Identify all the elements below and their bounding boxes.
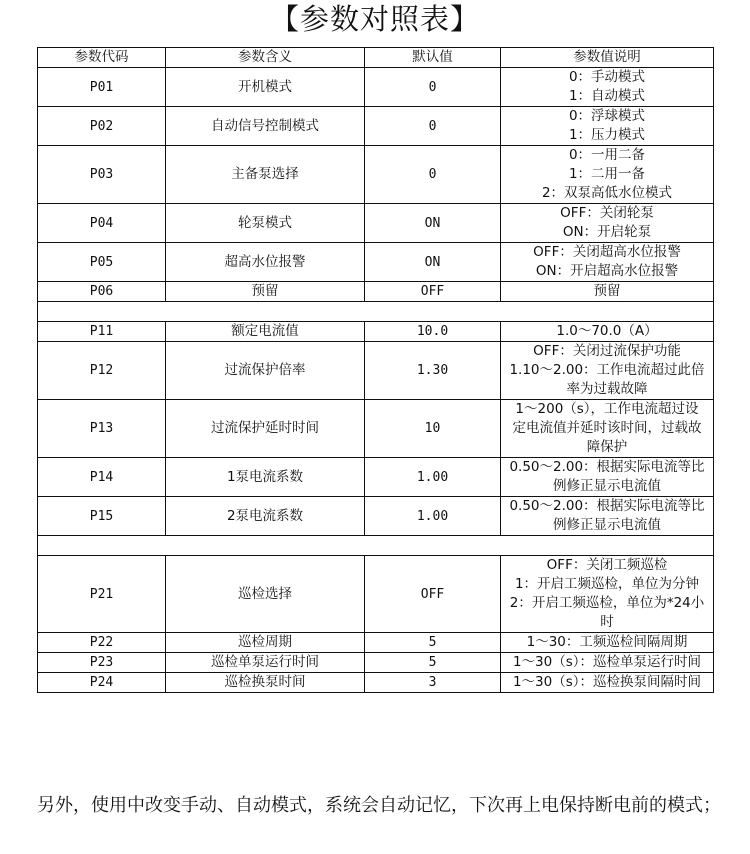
param-meaning-cell: 巡检换泵时间 [166, 673, 365, 693]
param-meaning-cell: 巡检周期 [166, 633, 365, 653]
table-row [38, 400, 714, 458]
param-description-cell: 1～200（s），工作电流超过设 定电流值并延时该时间，过载故 障保护 [501, 400, 714, 458]
param-default-cell: ON [365, 243, 501, 282]
table-header-row [38, 48, 714, 68]
param-default-cell: 0 [365, 146, 501, 204]
param-meaning-cell: 开机模式 [166, 68, 365, 107]
param-meaning-cell: 额定电流值 [166, 322, 365, 342]
param-code-cell: P13 [38, 400, 166, 458]
param-default-cell: 0 [365, 68, 501, 107]
param-default-cell: 10.0 [365, 322, 501, 342]
param-description-cell: 预留 [501, 282, 714, 302]
param-code-cell: P03 [38, 146, 166, 204]
footer-note: 另外，使用中改变手动、自动模式，系统会自动记忆，下次再上电保持断电前的模式； [37, 795, 721, 816]
param-code-cell: P23 [38, 653, 166, 673]
param-default-cell: OFF [365, 282, 501, 302]
table-body [38, 68, 714, 693]
param-code-cell: P01 [38, 68, 166, 107]
param-default-cell: 5 [365, 633, 501, 653]
header-meaning: 参数含义 [166, 48, 365, 68]
param-description-cell: OFF：关闭超高水位报警 ON：开启超高水位报警 [501, 243, 714, 282]
param-description-cell: 1.0～70.0（A） [501, 322, 714, 342]
param-description-cell: 0.50～2.00：根据实际电流等比 例修正显示电流值 [501, 497, 714, 536]
table-row [38, 243, 714, 282]
table-spacer-row [38, 536, 714, 556]
param-description-cell: OFF：关闭工频巡检 1：开启工频巡检，单位为分钟 2：开启工频巡检，单位为*24小 时 [501, 556, 714, 633]
param-default-cell: ON [365, 204, 501, 243]
param-description-cell: 0：一用二备 1：二用一备 2：双泵高低水位模式 [501, 146, 714, 204]
param-code-cell: P04 [38, 204, 166, 243]
param-description-cell: 1～30：工频巡检间隔周期 [501, 633, 714, 653]
spacer-cell [38, 302, 714, 322]
table-spacer-row [38, 302, 714, 322]
param-description-cell: OFF：关闭轮泵 ON：开启轮泵 [501, 204, 714, 243]
param-code-cell: P12 [38, 342, 166, 400]
param-meaning-cell: 主备泵选择 [166, 146, 365, 204]
param-meaning-cell: 1泵电流系数 [166, 458, 365, 497]
param-description-cell: 0：手动模式 1：自动模式 [501, 68, 714, 107]
param-code-cell: P05 [38, 243, 166, 282]
header-description: 参数值说明 [501, 48, 714, 68]
param-meaning-cell: 巡检选择 [166, 556, 365, 633]
param-meaning-cell: 自动信号控制模式 [166, 107, 365, 146]
param-code-cell: P02 [38, 107, 166, 146]
table-row [38, 68, 714, 107]
table-row [38, 556, 714, 633]
param-code-cell: P21 [38, 556, 166, 633]
table-row [38, 322, 714, 342]
param-meaning-cell: 巡检单泵运行时间 [166, 653, 365, 673]
param-meaning-cell: 超高水位报警 [166, 243, 365, 282]
page-title: 【参数对照表】 [269, 2, 480, 36]
table-row [38, 204, 714, 243]
param-code-cell: P11 [38, 322, 166, 342]
param-code-cell: P22 [38, 633, 166, 653]
param-default-cell: 0 [365, 107, 501, 146]
param-description-cell: 1～30（s）：巡检单泵运行时间 [501, 653, 714, 673]
table-row [38, 653, 714, 673]
param-meaning-cell: 2泵电流系数 [166, 497, 365, 536]
param-default-cell: 1.00 [365, 497, 501, 536]
param-code-cell: P15 [38, 497, 166, 536]
param-meaning-cell: 轮泵模式 [166, 204, 365, 243]
header-default: 默认值 [365, 48, 501, 68]
table-row [38, 146, 714, 204]
param-default-cell: 1.30 [365, 342, 501, 400]
table-row [38, 282, 714, 302]
param-code-cell: P14 [38, 458, 166, 497]
param-meaning-cell: 预留 [166, 282, 365, 302]
header-code: 参数代码 [38, 48, 166, 68]
param-description-cell: 0：浮球模式 1：压力模式 [501, 107, 714, 146]
param-code-cell: P06 [38, 282, 166, 302]
table-row [38, 673, 714, 693]
param-default-cell: OFF [365, 556, 501, 633]
param-default-cell: 1.00 [365, 458, 501, 497]
param-meaning-cell: 过流保护延时时间 [166, 400, 365, 458]
table-row [38, 458, 714, 497]
table-row [38, 107, 714, 146]
param-default-cell: 5 [365, 653, 501, 673]
table-row [38, 342, 714, 400]
param-code-cell: P24 [38, 673, 166, 693]
parameter-table [37, 47, 714, 693]
param-default-cell: 10 [365, 400, 501, 458]
spacer-cell [38, 536, 714, 556]
param-default-cell: 3 [365, 673, 501, 693]
table-row [38, 633, 714, 653]
table-row [38, 497, 714, 536]
param-description-cell: 0.50～2.00：根据实际电流等比 例修正显示电流值 [501, 458, 714, 497]
param-meaning-cell: 过流保护倍率 [166, 342, 365, 400]
param-description-cell: 1～30（s）：巡检换泵间隔时间 [501, 673, 714, 693]
param-description-cell: OFF：关闭过流保护功能 1.10～2.00：工作电流超过此倍 率为过载故障 [501, 342, 714, 400]
